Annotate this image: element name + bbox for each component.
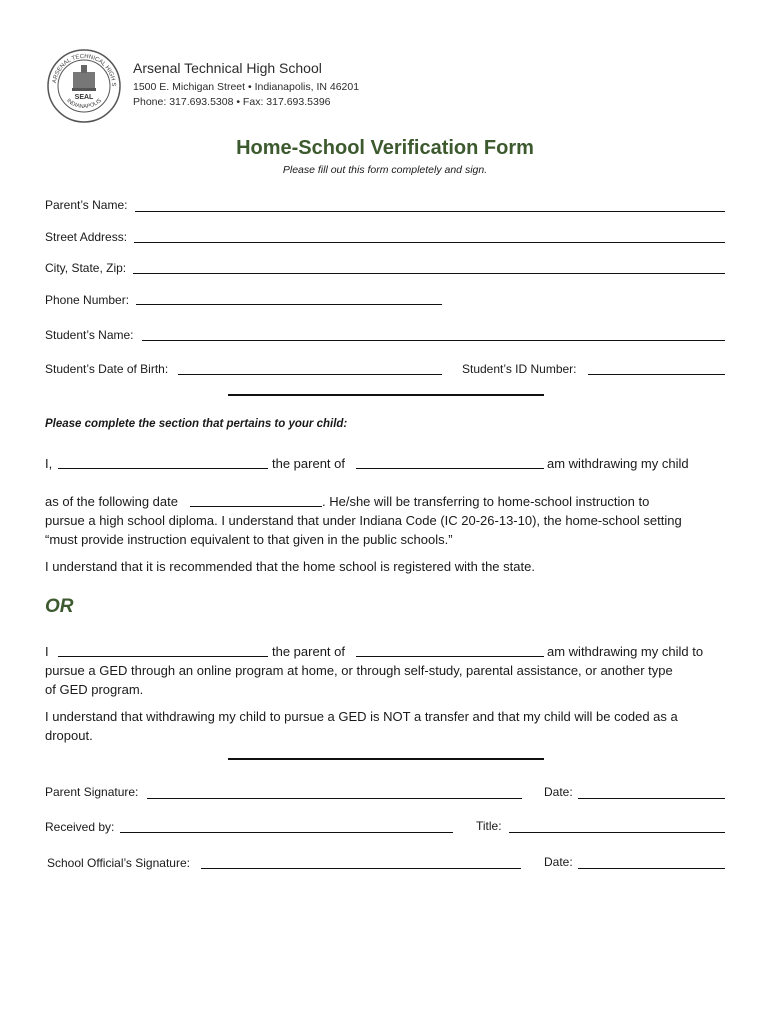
option2-child-field[interactable] bbox=[356, 656, 544, 657]
date2-field[interactable] bbox=[578, 868, 725, 869]
option1-line4: I understand that it is recommended that the home school is registered with the state. bbox=[45, 559, 535, 574]
title-label: Title: bbox=[476, 819, 502, 833]
parent-signature-field[interactable] bbox=[147, 798, 522, 799]
date1-field[interactable] bbox=[578, 798, 725, 799]
option1-date-prefix: as of the following date bbox=[45, 494, 178, 509]
svg-text:INDIANAPOLIS: INDIANAPOLIS bbox=[65, 97, 103, 111]
date2-label: Date: bbox=[544, 855, 573, 869]
svg-text:ARSENAL TECHNICAL HIGH SCHOOL: ARSENAL TECHNICAL HIGH S bbox=[52, 53, 117, 87]
student-name-field[interactable] bbox=[142, 340, 725, 341]
option1-i: I, bbox=[45, 456, 53, 471]
section-heading: Please complete the section that pertains to your child: bbox=[45, 418, 348, 430]
option1-parent-of: the parent of bbox=[272, 456, 345, 471]
date1-label: Date: bbox=[544, 785, 573, 799]
signature-divider bbox=[228, 758, 544, 760]
school-phone: Phone: 317.693.5308 • Fax: 317.693.5396 bbox=[133, 96, 331, 108]
option2-line5: dropout. bbox=[45, 728, 93, 743]
section-divider bbox=[228, 394, 544, 396]
option2-withdrawing: am withdrawing my child to bbox=[547, 644, 704, 659]
student-name-label: Student’s Name: bbox=[45, 328, 134, 342]
school-address: 1500 E. Michigan Street • Indianapolis, IN 46201 bbox=[133, 81, 360, 93]
student-id-field[interactable] bbox=[588, 374, 725, 375]
option2-line3: of GED program. bbox=[45, 682, 144, 697]
student-dob-label: Student’s Date of Birth: bbox=[45, 362, 169, 376]
option1-date-field[interactable] bbox=[190, 506, 322, 507]
option2-i: I bbox=[45, 644, 49, 659]
school-seal-logo bbox=[46, 48, 122, 124]
option1-line3: “must provide instruction equivalent to that given in the public schools.” bbox=[45, 532, 453, 547]
student-dob-field[interactable] bbox=[178, 374, 442, 375]
option2-parent-of: the parent of bbox=[272, 644, 345, 659]
street-address-field[interactable] bbox=[134, 242, 725, 243]
title-field[interactable] bbox=[509, 832, 725, 833]
phone-number-label: Phone Number: bbox=[45, 293, 130, 307]
city-state-zip-field[interactable] bbox=[133, 273, 725, 274]
parent-signature-label: Parent Signature: bbox=[45, 785, 139, 799]
option1-child-field[interactable] bbox=[356, 468, 544, 469]
parent-name-field[interactable] bbox=[135, 211, 725, 212]
street-address-label: Street Address: bbox=[45, 230, 128, 244]
option1-line2: pursue a high school diploma. I understand that under Indiana Code (IC 20-26-13-10), the home-school setting bbox=[45, 513, 682, 528]
option1-withdrawing: am withdrawing my child bbox=[547, 456, 689, 471]
school-name: Arsenal Technical High School bbox=[133, 60, 322, 76]
option1-date-suffix: . He/she will be transferring to home-school instruction to bbox=[322, 494, 650, 509]
form-subtitle: Please fill out this form completely and sign. bbox=[282, 164, 488, 176]
form-title: Home-School Verification Form bbox=[236, 137, 534, 159]
option1-parent-field[interactable] bbox=[58, 468, 268, 469]
or-separator: OR bbox=[45, 596, 74, 617]
official-signature-field[interactable] bbox=[201, 868, 521, 869]
received-by-field[interactable] bbox=[120, 832, 453, 833]
option2-parent-field[interactable] bbox=[58, 656, 268, 657]
student-id-label: Student’s ID Number: bbox=[462, 362, 577, 376]
phone-number-field[interactable] bbox=[136, 304, 442, 305]
official-signature-label: School Official’s Signature: bbox=[47, 856, 190, 870]
option2-line2: pursue a GED through an online program at home, or through self-study, parental assistance, or another type bbox=[45, 663, 673, 678]
received-by-label: Received by: bbox=[45, 820, 115, 834]
city-state-zip-label: City, State, Zip: bbox=[45, 261, 127, 275]
option2-line4: I understand that withdrawing my child to pursue a GED is NOT a transfer and that my child will be coded as a bbox=[45, 709, 678, 724]
svg-text:SEAL: SEAL bbox=[74, 94, 94, 101]
parent-name-label: Parent’s Name: bbox=[45, 198, 128, 212]
